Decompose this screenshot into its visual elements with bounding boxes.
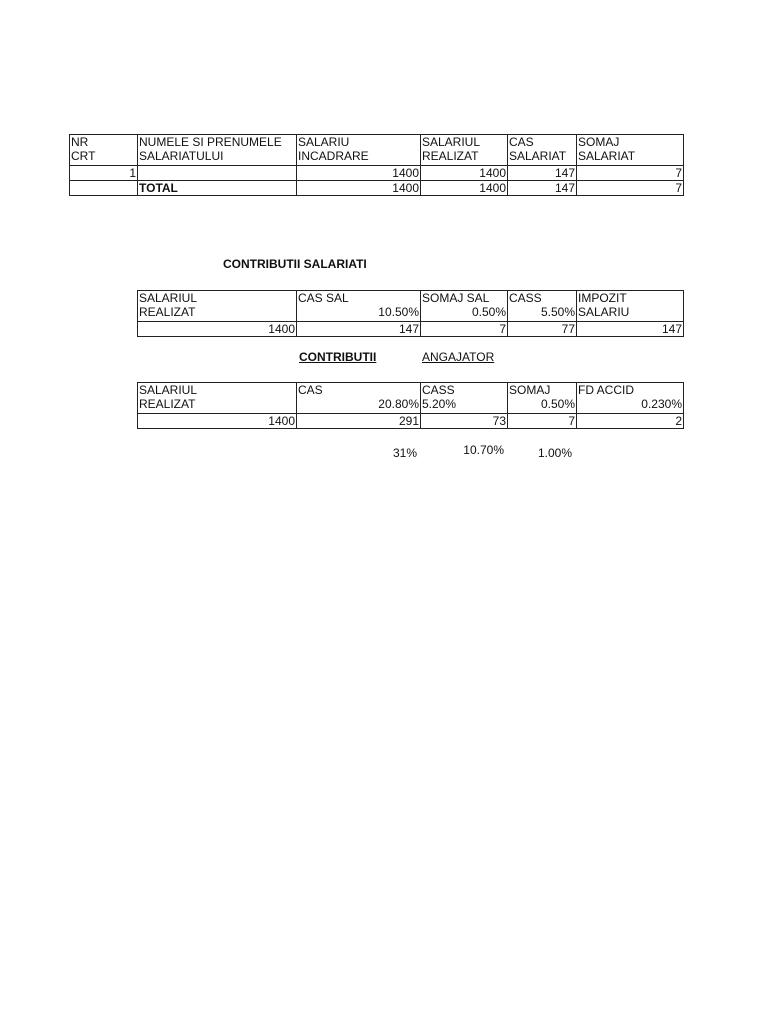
header-cass: CASS 5.50% [508, 291, 577, 322]
header-name: NUMELE SI PRENUMELE SALARIATULUI [138, 135, 297, 166]
employer-contributions-table [137, 382, 684, 429]
cell: 7 [508, 414, 577, 429]
cell: 1 [70, 166, 138, 181]
table-row [138, 414, 684, 429]
header-salary-base: SALARIU INCADRARE [297, 135, 421, 166]
cell: 147 [577, 322, 684, 337]
cell: 1400 [138, 322, 297, 337]
cell: 73 [421, 414, 508, 429]
header-cas: CAS 20.80% [297, 383, 421, 414]
cell: 2 [577, 414, 684, 429]
cell: 1400 [421, 166, 508, 181]
table-row [138, 322, 684, 337]
total-row [70, 181, 684, 196]
header-somaj: SOMAJ SALARIAT [577, 135, 684, 166]
header-somaj-sal: SOMAJ SAL 0.50% [421, 291, 508, 322]
salaries-table [69, 134, 684, 196]
cell: 1400 [297, 166, 421, 181]
cell: 77 [508, 322, 577, 337]
header-fd-accid: FD ACCID 0.230% [577, 383, 684, 414]
employee-contributions-table [137, 290, 684, 337]
cell [138, 166, 297, 181]
cell: 7 [421, 322, 508, 337]
header-somaj: SOMAJ 0.50% [508, 383, 577, 414]
employee-contributions-title: CONTRIBUTII SALARIATI [223, 257, 367, 271]
header-impozit: IMPOZIT SALARIU [577, 291, 684, 322]
header-salary-realized: SALARIUL REALIZAT [138, 291, 297, 322]
header-cas-sal: CAS SAL 10.50% [297, 291, 421, 322]
employer-label: ANGAJATOR [422, 350, 495, 364]
header-cas: CAS SALARIAT [508, 135, 577, 166]
cell: 147 [297, 322, 421, 337]
table-row [70, 166, 684, 181]
cell: 147 [508, 181, 577, 196]
total-percent-3: 1.00% [537, 446, 572, 460]
cell: 1400 [297, 181, 421, 196]
header-salary-realized: SALARIUL REALIZAT [138, 383, 297, 414]
total-percent-2: 10.70% [463, 443, 504, 457]
header-cass: CASS 5.20% [421, 383, 508, 414]
header-row [70, 135, 684, 166]
cell: 291 [297, 414, 421, 429]
cell: 147 [508, 166, 577, 181]
cell: 7 [577, 166, 684, 181]
header-nr-crt: NR CRT [70, 135, 138, 166]
employer-contributions-title: CONTRIBUTII [299, 350, 377, 364]
cell: 7 [577, 181, 684, 196]
total-percent-1: 31% [392, 446, 417, 460]
cell: 1400 [138, 414, 297, 429]
cell [70, 181, 138, 196]
header-row [138, 291, 684, 322]
header-salary-realized: SALARIUL REALIZAT [421, 135, 508, 166]
total-label: TOTAL [138, 181, 297, 196]
cell: 1400 [421, 181, 508, 196]
header-row [138, 383, 684, 414]
